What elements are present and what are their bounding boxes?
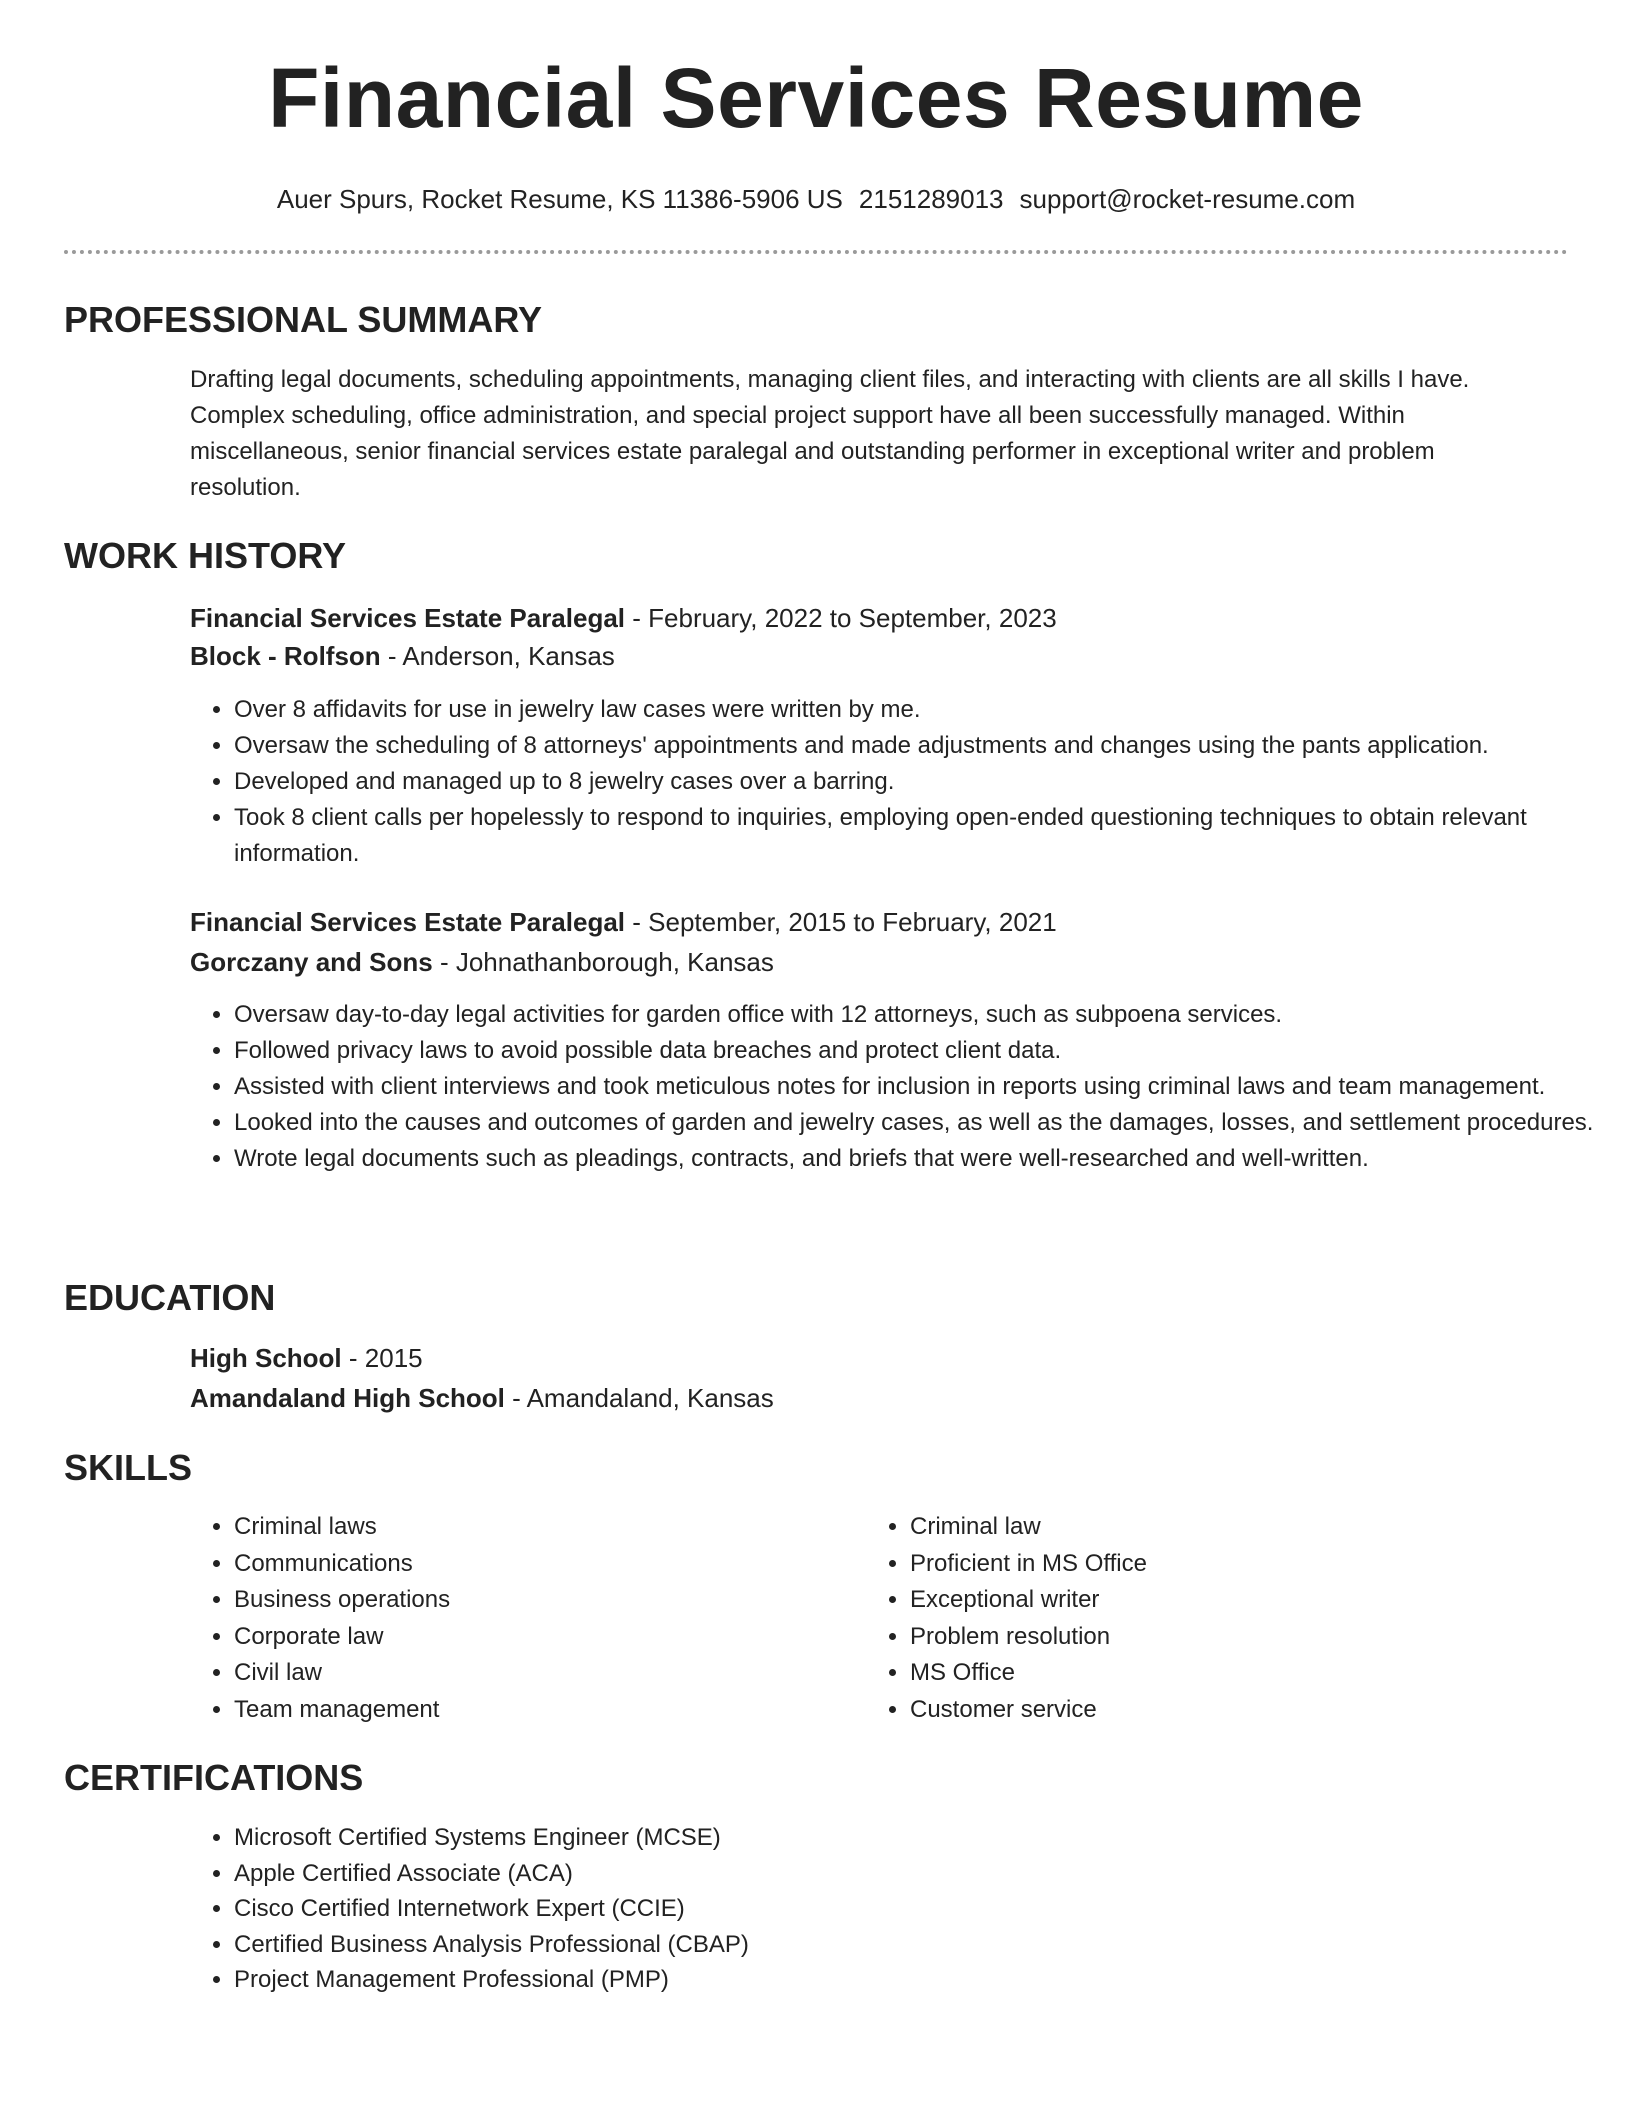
education-degree: High School <box>190 1343 342 1373</box>
list-item: • Exceptional writer <box>910 1582 1530 1619</box>
list-item: • Wrote legal documents such as pleadings, contracts, and briefs that were well-researched and well-written. <box>234 1141 1604 1177</box>
list-item: • Apple Certified Associate (ACA) <box>234 1856 1234 1892</box>
list-item: • Oversaw the scheduling of 8 attorneys' appointments and made adjustments and changes using the pants application. <box>234 728 1604 764</box>
job-2-dates: - September, 2015 to February, 2021 <box>625 907 1057 937</box>
list-item: • Certified Business Analysis Professional (CBAP) <box>234 1927 1234 1963</box>
list-item: • Proficient in MS Office <box>910 1546 1530 1583</box>
list-item: • Criminal law <box>910 1509 1530 1546</box>
certifications-list <box>190 1820 1234 1998</box>
list-item: • Corporate law <box>234 1619 854 1656</box>
list-item: • Took 8 client calls per hopelessly to respond to inquiries, employing open-ended questioning techniques to obtain relevant information. <box>234 800 1604 872</box>
job-2-title: Financial Services Estate Paralegal <box>190 907 626 937</box>
list-item: • Over 8 affidavits for use in jewelry law cases were written by me. <box>234 692 1604 728</box>
summary-text: Drafting legal documents, scheduling appointments, managing client files, and interacting with clients are all skills I have. Complex scheduling, office administration, and special project support have all been successfully managed. Within miscellaneous, senior financial services estate paralegal and outstanding performer in exceptional writer and problem resolution. <box>190 366 1470 501</box>
page-title: Financial Services Resume <box>268 51 1364 145</box>
education-location: - Amandaland, Kansas <box>504 1383 774 1413</box>
list-item: • Customer service <box>910 1692 1530 1729</box>
summary-heading: PROFESSIONAL SUMMARY <box>64 299 543 340</box>
job-2-location: - Johnathanborough, Kansas <box>432 947 774 977</box>
contact-address: Auer Spurs, Rocket Resume, KS 11386-5906 US <box>276 184 843 214</box>
list-item: • Project Management Professional (PMP) <box>234 1962 1234 1998</box>
education-degree-line <box>190 1340 423 1376</box>
skills-right-list <box>866 1509 1530 1728</box>
header-divider <box>64 250 1568 254</box>
job-2-bullets <box>190 997 1604 1177</box>
list-item: • Cisco Certified Internetwork Expert (CCIE) <box>234 1891 1234 1927</box>
skills-heading: SKILLS <box>64 1447 193 1488</box>
list-item: • Team management <box>234 1692 854 1729</box>
list-item: • Developed and managed up to 8 jewelry cases over a barring. <box>234 764 1604 800</box>
contact-line <box>0 182 1632 216</box>
job-1-title: Financial Services Estate Paralegal <box>190 603 626 633</box>
list-item: • Microsoft Certified Systems Engineer (MCSE) <box>234 1820 1234 1856</box>
job-2-title-line <box>190 904 1057 940</box>
certifications-heading: CERTIFICATIONS <box>64 1757 364 1798</box>
education-school-line <box>190 1380 774 1416</box>
list-item: • Looked into the causes and outcomes of garden and jewelry cases, as well as the damages, losses, and settlement procedures. <box>234 1105 1604 1141</box>
skills-left-list <box>190 1509 854 1728</box>
job-2-company: Gorczany and Sons <box>190 947 433 977</box>
list-item: • Criminal laws <box>234 1509 854 1546</box>
list-item: • Communications <box>234 1546 854 1583</box>
list-item: • Followed privacy laws to avoid possible data breaches and protect client data. <box>234 1033 1604 1069</box>
education-school: Amandaland High School <box>190 1383 505 1413</box>
job-1-bullets <box>190 692 1604 872</box>
job-1-location: - Anderson, Kansas <box>380 641 615 671</box>
contact-email: support@rocket-resume.com <box>1019 184 1356 214</box>
list-item: • Oversaw day-to-day legal activities for garden office with 12 attorneys, such as subpoena services. <box>234 997 1604 1033</box>
list-item: • Assisted with client interviews and took meticulous notes for inclusion in reports using criminal laws and team management. <box>234 1069 1604 1105</box>
list-item: • Problem resolution <box>910 1619 1530 1656</box>
education-heading: EDUCATION <box>64 1277 276 1318</box>
job-2-company-line <box>190 944 774 980</box>
education-year: - 2015 <box>341 1343 423 1373</box>
list-item: • MS Office <box>910 1655 1530 1692</box>
contact-phone: 2151289013 <box>858 184 1004 214</box>
list-item: • Business operations <box>234 1582 854 1619</box>
list-item: • Civil law <box>234 1655 854 1692</box>
job-1-company: Block - Rolfson <box>190 641 381 671</box>
work-history-heading: WORK HISTORY <box>64 535 347 576</box>
job-1-dates: - February, 2022 to September, 2023 <box>625 603 1057 633</box>
job-1-company-line <box>190 638 615 674</box>
job-1-title-line <box>190 600 1057 636</box>
